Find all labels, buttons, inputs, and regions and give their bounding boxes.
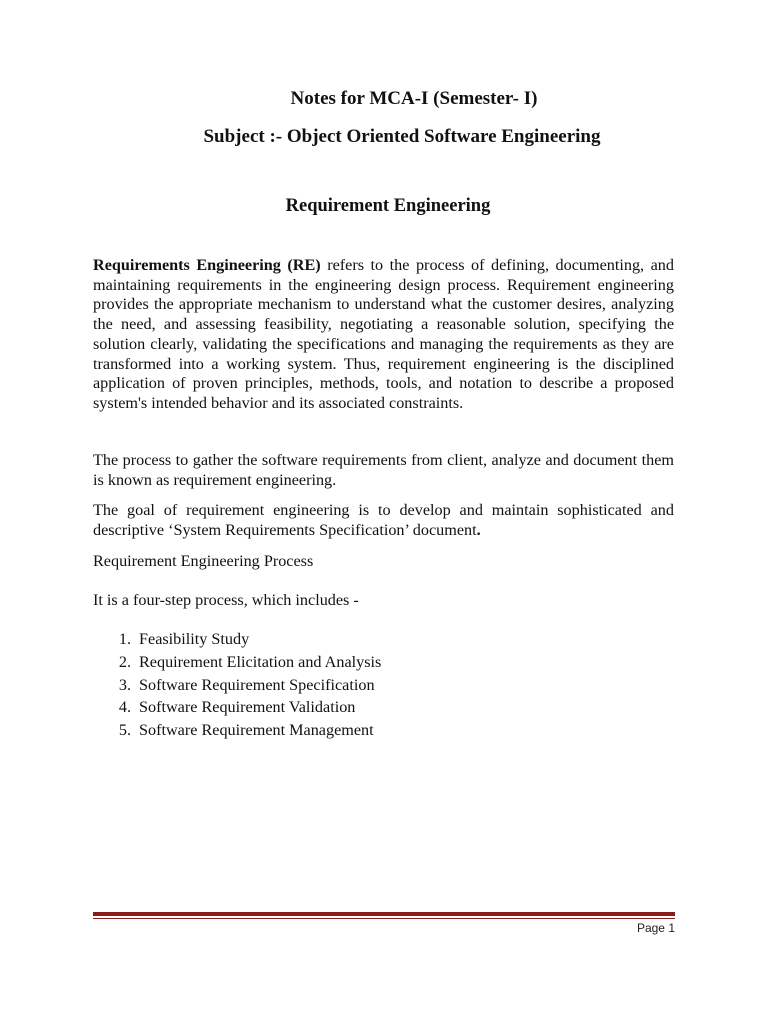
footer-divider-thin <box>93 918 675 919</box>
step-label: Software Requirement Management <box>139 721 374 740</box>
intro-text: refers to the process of defining, documenting, and maintaining requirements in the engineering design process. Requirement engineering provides the appropriate mechanism to understand what the customer desires, analyzing the need, and assessing feasibility, negotiating a reasonable solution, specifying the solution clearly, validating the specifications and managing the requirements as they are transformed into a working system. Thus, requirement engineering is the disciplined application of proven principles, methods, tools, and notation to describe a proposed system's intended behavior and its associated constraints. <box>93 256 674 412</box>
notes-title: Notes for MCA-I (Semester- I) <box>290 88 538 109</box>
subject-title: Subject :- Object Oriented Software Engineering <box>203 126 601 147</box>
step-number: 5. <box>118 721 131 740</box>
goal-paragraph <box>93 501 674 540</box>
list-item <box>93 719 381 742</box>
step-label: Software Requirement Specification <box>139 675 375 694</box>
intro-term: Requirements Engineering (RE) <box>93 256 321 274</box>
step-label: Software Requirement Validation <box>139 698 356 717</box>
process-heading: Requirement Engineering Process <box>93 552 314 570</box>
step-number: 4. <box>118 698 131 717</box>
step-number: 1. <box>118 630 131 648</box>
step-label: Requirement Elicitation and Analysis <box>139 652 382 671</box>
list-item <box>93 696 381 719</box>
list-item <box>93 628 381 651</box>
four-step-intro: It is a four-step process, which includes - <box>93 591 359 609</box>
steps-list <box>93 628 381 742</box>
step-number: 2. <box>118 652 131 671</box>
goal-period: . <box>476 520 481 539</box>
goal-text: The goal of requirement engineering is to develop and maintain sophisticated and descriptive ‘System Requirements Specification’ document <box>93 501 674 539</box>
step-label: Feasibility Study <box>139 630 250 648</box>
intro-paragraph <box>93 256 674 414</box>
list-item <box>93 674 381 697</box>
process-paragraph: The process to gather the software requirements from client, analyze and document them is known as requirement engineering. <box>93 451 674 489</box>
footer-divider-thick <box>93 912 675 916</box>
list-item <box>93 651 381 674</box>
step-number: 3. <box>118 675 131 694</box>
page-number: Page 1 <box>636 921 675 935</box>
section-title: Requirement Engineering <box>285 196 491 216</box>
